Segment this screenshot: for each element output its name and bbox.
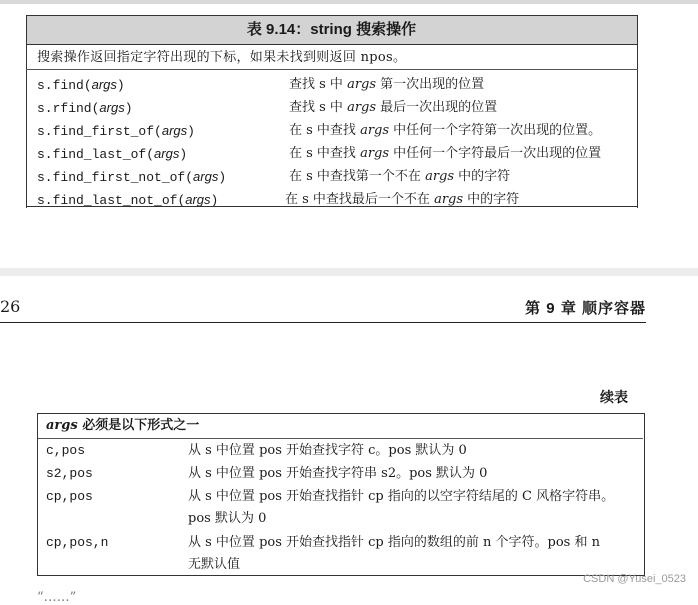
table-row	[37, 96, 637, 119]
table-divider	[26, 69, 638, 70]
function-name: s.find(args)	[37, 77, 125, 93]
function-description: 查找 s 中 args 最后一次出现的位置	[289, 100, 498, 115]
page-separator	[0, 268, 698, 276]
table-divider	[38, 438, 643, 439]
watermark: CSDN @Yusei_0523	[583, 573, 686, 585]
table-rows	[37, 73, 637, 211]
function-name: s.find_last_not_of(args)	[37, 192, 219, 208]
table-row	[37, 142, 637, 165]
chapter-title: 第 9 章 顺序容器	[525, 300, 646, 317]
arg-description: 从 s 中位置 pos 开始查找字符串 s2。pos 默认为 0	[188, 466, 488, 481]
function-name: s.rfind(args)	[37, 100, 133, 116]
args-forms-table	[37, 413, 645, 576]
function-name: s.find_first_of(args)	[37, 123, 195, 139]
function-description: 在 s 中查找 args 中任何一个字符最后一次出现的位置	[289, 146, 602, 161]
table-title: 表 9.14：string 搜索操作	[26, 15, 638, 45]
continued-label: 续表	[600, 389, 628, 405]
cut-off-text: “……”	[37, 590, 77, 605]
function-description: 查找 s 中 args 第一次出现的位置	[289, 77, 485, 92]
table-note: 搜索操作返回指定字符出现的下标，如果未找到则返回 npos。	[37, 50, 407, 65]
table-bottom-border	[26, 206, 638, 207]
function-description: 在 s 中查找第一个不在 args 中的字符	[289, 169, 511, 184]
function-name: s.find_last_of(args)	[37, 146, 188, 162]
arg-form: cp,pos	[46, 489, 93, 504]
table-row	[37, 73, 637, 96]
arg-description: 从 s 中位置 pos 开始查找字符 c。pos 默认为 0	[188, 443, 467, 458]
arg-description: 从 s 中位置 pos 开始查找指针 cp 指向的数组的前 n 个字符。pos 和 n 无默认值	[188, 535, 600, 572]
function-name: s.find_first_not_of(args)	[37, 169, 227, 185]
table-heading: args 必须是以下形式之一	[46, 418, 200, 433]
table-row	[37, 165, 637, 188]
string-search-table	[26, 15, 638, 208]
function-description: 在 s 中查找最后一个不在 args 中的字符	[285, 192, 520, 207]
page-top-edge	[0, 0, 698, 4]
arg-form: s2,pos	[46, 466, 93, 481]
function-description: 在 s 中查找 args 中任何一个字符第一次出现的位置。	[289, 123, 602, 138]
arg-description: 从 s 中位置 pos 开始查找指针 cp 指向的以空字符结尾的 C 风格字符串。 pos 默认为 0	[188, 489, 615, 526]
table-row	[37, 188, 637, 211]
arg-form: cp,pos,n	[46, 535, 109, 550]
page-number: 26	[0, 297, 21, 316]
table-row	[37, 119, 637, 142]
arg-form: c,pos	[46, 443, 86, 458]
header-rule	[0, 322, 646, 323]
